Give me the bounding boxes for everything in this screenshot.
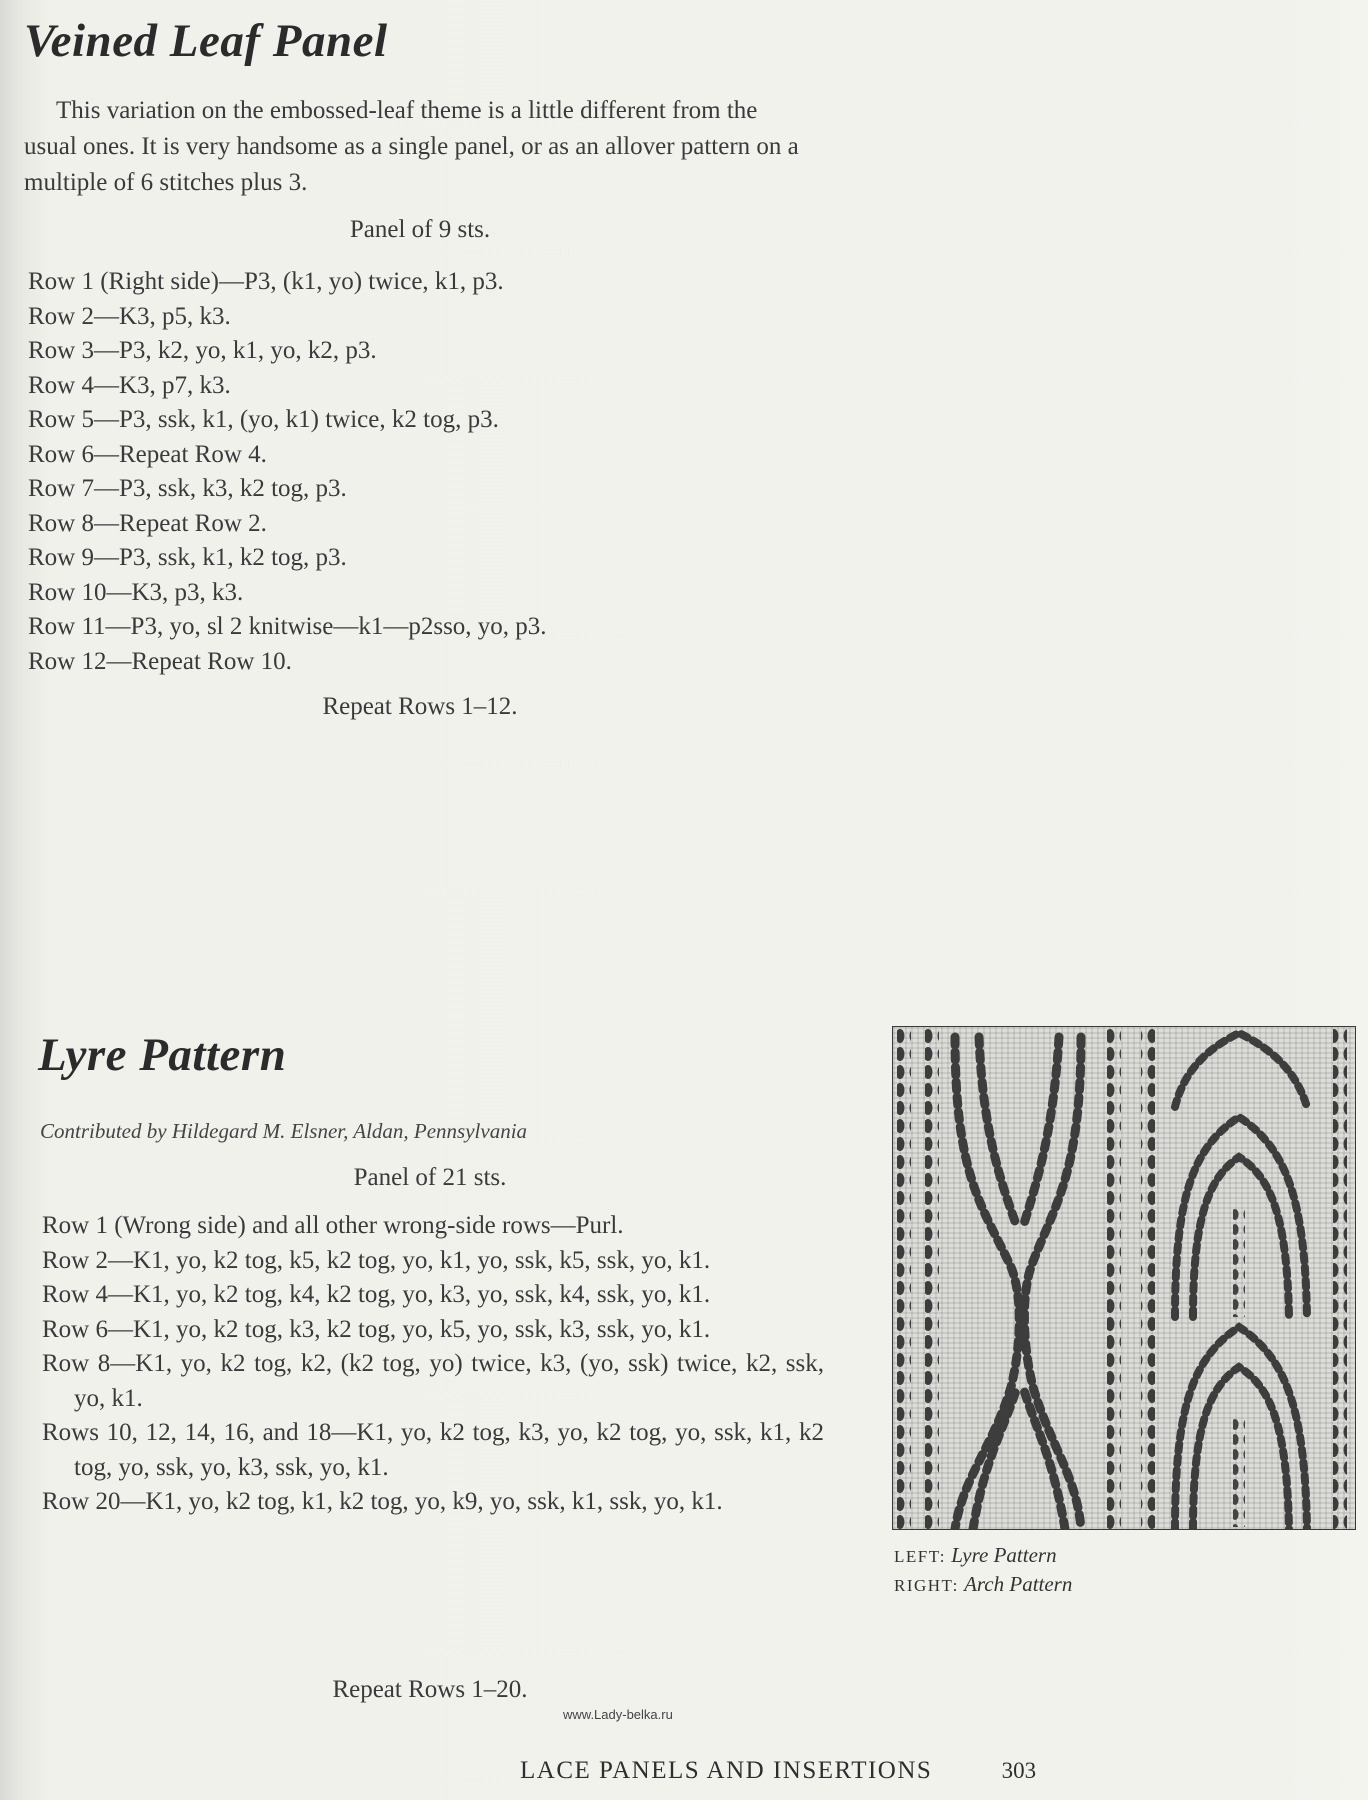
running-head: LACE PANELS AND INSERTIONS [520, 1757, 933, 1784]
row-instruction: Row 1 (Wrong side) and all other wrong-side rows—Purl. [42, 1212, 624, 1239]
caption-right-label: RIGHT: [894, 1576, 959, 1595]
row-instruction: Row 2—K3, p5, k3. [28, 302, 231, 330]
lyre-pattern-title: Lyre Pattern [38, 1029, 287, 1081]
row-instruction: Row 11—P3, yo, sl 2 knitwise—k1—p2sso, yo, p3. [28, 613, 547, 640]
veined-leaf-intro: This variation on the embossed-leaf theme is a little different from the usual ones. It is very handsome as a single panel, or as an allover pattern on a multiple of 6 stitches plus 3. [24, 97, 799, 196]
photo-caption-right [894, 1570, 1072, 1600]
row-instruction: Row 3—P3, k2, yo, k1, yo, k2, p3. [28, 337, 377, 364]
row-instruction: Row 8—Repeat Row 2. [28, 509, 267, 537]
row-instruction: Row 4—K1, yo, k2 tog, k4, k2 tog, yo, k3, yo, ssk, k4, ssk, yo, k1. [42, 1281, 711, 1308]
photo-caption-left [894, 1541, 1057, 1571]
row-instruction: Row 1 (Right side)—P3, (k1, yo) twice, k1, p3. [28, 268, 504, 295]
lyre-repeat: Repeat Rows 1–20. [332, 1676, 528, 1703]
lyre-panel-size: Panel of 21 sts. [353, 1164, 507, 1191]
row-instruction: Row 6—Repeat Row 4. [28, 440, 267, 468]
veined-leaf-title: Veined Leaf Panel [24, 15, 388, 67]
lyre-contributor: Contributed by Hildegard M. Elsner, Aldan, Pennsylvania [40, 1119, 528, 1143]
row-instruction: Row 20—K1, yo, k2 tog, k1, k2 tog, yo, k9, yo, ssk, k1, ssk, yo, k1. [42, 1488, 723, 1515]
veined-leaf-rows [28, 265, 547, 679]
row-instruction: Row 9—P3, ssk, k1, k2 tog, p3. [28, 544, 347, 571]
page-number: 303 [1001, 1758, 1037, 1783]
lyre-rows [42, 1209, 824, 1520]
row-instruction: Row 10—K3, p3, k3. [28, 578, 244, 606]
caption-left-label: LEFT: [894, 1547, 946, 1566]
row-instruction: Row 2—K1, yo, k2 tog, k5, k2 tog, yo, k1, yo, ssk, k5, ssk, yo, k1. [42, 1246, 711, 1274]
row-instruction: Row 5—P3, ssk, k1, (yo, k1) twice, k2 tog, p3. [28, 406, 499, 433]
lace-pattern-illustration [893, 1027, 1355, 1529]
veined-leaf-repeat: Repeat Rows 1–12. [322, 693, 518, 720]
row-instruction: Row 6—K1, yo, k2 tog, k3, k2 tog, yo, k5, yo, ssk, k3, ssk, yo, k1. [42, 1315, 711, 1343]
caption-left-name: Lyre Pattern [951, 1543, 1057, 1567]
row-instruction: Row 12—Repeat Row 10. [28, 647, 292, 675]
caption-right-name: Arch Pattern [964, 1572, 1073, 1596]
site-watermark: www.Lady-belka.ru [563, 1707, 673, 1722]
row-instruction: Rows 10, 12, 14, 16, and 18—K1, yo, k2 tog, k3, yo, k2 tog, yo, ssk, k1, k2 tog, yo, ssk, yo, k3, ssk, yo, k1. [42, 1419, 824, 1481]
knitting-swatch-photo [892, 1026, 1356, 1530]
veined-leaf-panel-size: Panel of 9 sts. [349, 216, 491, 243]
row-instruction: Row 4—K3, p7, k3. [28, 371, 231, 399]
row-instruction: Row 8—K1, yo, k2 tog, k2, (k2 tog, yo) twice, k3, (yo, ssk) twice, k2, ssk, yo, k1. [42, 1350, 824, 1412]
row-instruction: Row 7—P3, ssk, k3, k2 tog, p3. [28, 475, 347, 502]
page-footer [520, 1757, 1036, 1785]
